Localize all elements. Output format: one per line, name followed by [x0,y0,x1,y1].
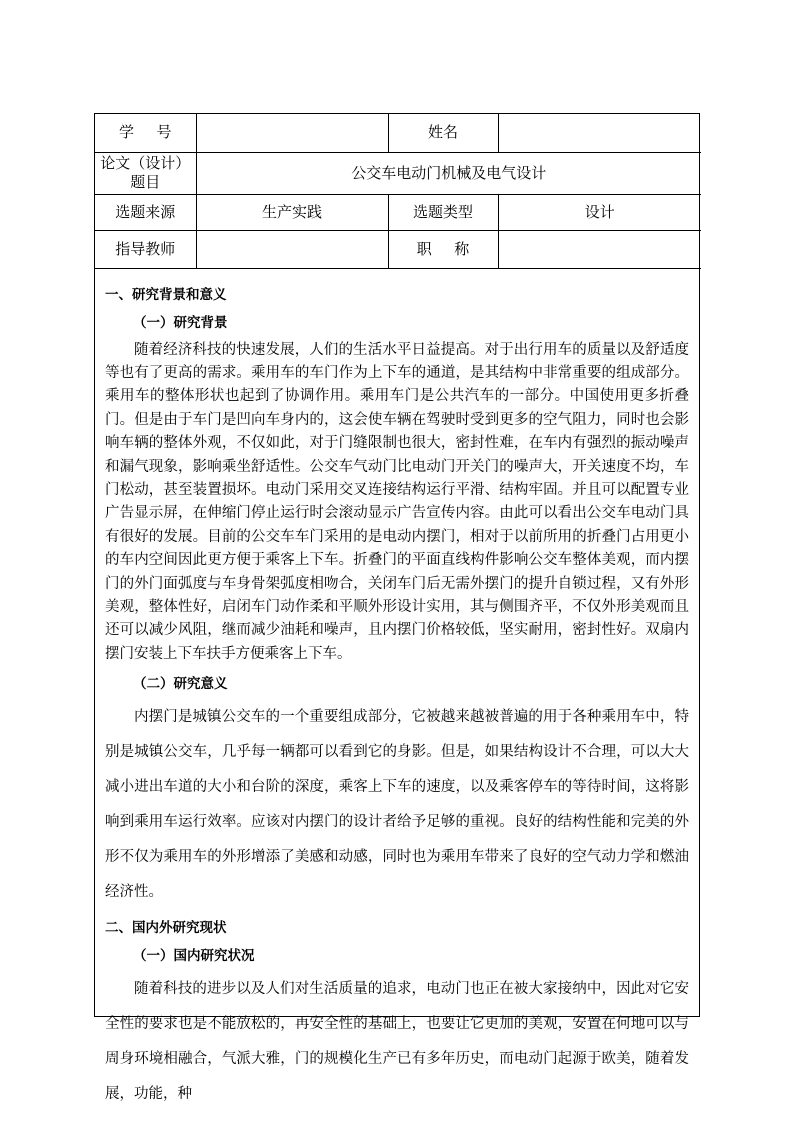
student-id-label: 学号 [95,114,196,152]
source-value: 生产实践 [196,194,388,230]
source-label: 选题来源 [95,194,196,230]
section2-heading: 二、国内外研究现状 [105,920,227,937]
info-table [95,114,701,269]
title-label-line1: 论文（设计） [100,154,191,172]
advisor-value [196,230,388,268]
type-value: 设计 [498,194,701,230]
section2-paragraph1: 随着科技的进步以及人们对生活质量的追求，电动门也正在被大家接纳中，因此对它安全性的要求也是不能放松的，再安全性的基础上，也要让它更加的美观，安置在何地可以与周身环境相融合，气派大雅，门的规模化生产已有多年历史，而电动门起源于欧美，随着发展，功能，种 [105,981,689,1103]
rank-label: 职称 [388,230,498,268]
advisor-label: 指导教师 [95,230,196,268]
content-area [95,269,699,1113]
section2-sub1-heading: （一）国内研究状况 [133,948,255,965]
form-frame [94,113,700,1103]
type-label: 选题类型 [388,194,498,230]
title-value: 公交车电动门机械及电气设计 [196,152,701,194]
title-label [95,152,196,194]
rank-value [498,230,701,268]
section1-sub2-heading: （二）研究意义 [133,676,228,693]
row-title [95,152,701,194]
name-value [498,114,701,152]
row-student [95,114,701,152]
section1-sub1-heading: （一）研究背景 [133,314,228,331]
section1-paragraph2: 内摆门是城镇公交车的一个重要组成部分，它被越来越被普遍的用于各种乘用车中，特别是城镇公交车，几乎每一辆都可以看到它的身影。但是，如果结构设计不合理，可以大大减小进出车道的大小和台阶的深度，乘客上下车的速度，以及乘客停车的等待时间，这将影响到乘用车运行效率。应该对内摆门的设计者给予足够的重视。良好的结构性能和完美的外形不仅为乘用车的外形增添了美感和动感，同时也为乘用车带来了良好的空气动力学和燃油经济性。 [105,709,689,901]
title-label-line2: 题目 [130,173,161,191]
section1-heading: 一、研究背景和意义 [105,286,227,303]
student-id-value [196,114,388,152]
section1-paragraph1: 随着经济科技的快速发展，人们的生活水平日益提高。对于出行用车的质量以及舒适度等也有了更高的需求。乘用车的车门作为上下车的通道，是其结构中非常重要的组成部分。乘用车的整体形状也起到了协调作用。乘用车门是公共汽车的一部分。中国使用更多折叠门。但是由于车门是凹向车身内的，这会使车辆在驾驶时受到更多的空气阻力，同时也会影响车辆的整体外观，不仅如此，对于门缝限制也很大，密封性难，在车内有强烈的振动噪声和漏气现象，影响乘坐舒适性。公交车气动门比电动门开关门的噪声大，开关速度不均，车门松动，甚至装置损坏。电动门采用交叉连接结构运行平滑、结构牢固。并且可以配置专业广告显示屏，在伸缩门停止运行时会滚动显示广告宣传内容。由此可以看出公交车电动门具有很好的发展。目前的公交车车门采用的是电动内摆门，相对于以前所用的折叠门占用更小的车内空间因此更方便于乘客上下车。折叠门的平面直线构件影响公交车整体美观，而内摆门的外门面弧度与车身骨架弧度相吻合，关闭车门后无需外摆门的提升自锁过程，又有外形美观，整体性好，启闭车门动作柔和平顺外形设计实用，其与侧围齐平，不仅外形美观而且还可以减少风阻，继而减少油耗和噪声，且内摆门价格较低，坚实耐用，密封性好。双扇内摆门安装上下车扶手方便乘客上下车。 [105,341,689,662]
row-source [95,194,701,230]
row-advisor [95,230,701,268]
name-label: 姓名 [388,114,498,152]
